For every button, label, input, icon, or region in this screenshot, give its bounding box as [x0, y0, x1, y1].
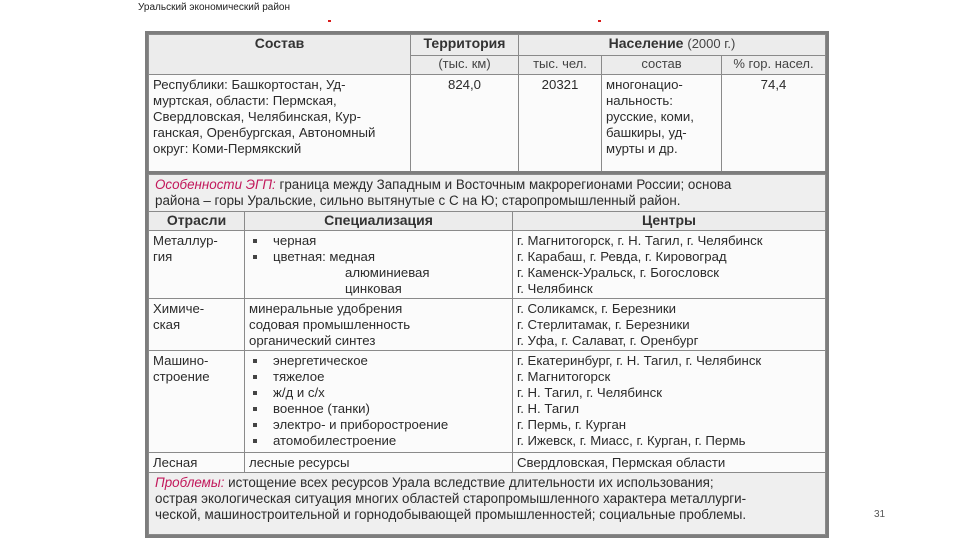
- header-territory: Территория: [411, 35, 519, 56]
- cell-urban-share: 74,4: [722, 75, 826, 188]
- spec-line: органический синтез: [249, 333, 376, 348]
- problems-text-line: ческой, машиностроительной и горнодобывающей промышленностей; социальные проблемы.: [155, 507, 747, 522]
- industry-chemical: [149, 299, 245, 351]
- centers-chemical: [513, 299, 826, 351]
- industry-machine-building: [149, 351, 245, 453]
- problems-text-line: истощение всех ресурсов Урала вследствие длительности их использования;: [224, 475, 714, 490]
- composition-line: ганская, Оренбургская, Автономный: [153, 125, 376, 140]
- header-urban-share: % гор. насел.: [722, 56, 826, 75]
- ethnic-line: нальность:: [606, 93, 673, 108]
- spec-item: цветная: медная: [249, 249, 508, 265]
- ethnic-line: многонацио-: [606, 77, 683, 92]
- red-mark-left: [328, 20, 331, 22]
- header-thousand-people: тыс. чел.: [519, 56, 602, 75]
- spec-forestry: [245, 453, 513, 473]
- spec-item: тяжелое: [249, 369, 508, 385]
- composition-line: муртская, области: Пермская,: [153, 93, 337, 108]
- spec-item: атомобилестроение: [249, 433, 508, 449]
- document-title: Уральский экономический район: [138, 2, 290, 13]
- red-mark-right: [598, 20, 601, 22]
- spec-subitem: алюминиевая: [345, 265, 430, 280]
- center-line: г. Екатеринбург, г. Н. Тагил, г. Челябинск: [517, 353, 762, 368]
- header-population: [519, 35, 826, 56]
- cell-territory: 824,0: [411, 75, 519, 188]
- industry-line: ская: [153, 317, 181, 332]
- composition-line: округ: Коми-Пермякский: [153, 141, 302, 156]
- ethnic-line: русские, коми,: [606, 109, 694, 124]
- spec-list: [249, 353, 508, 449]
- industry-forestry: [149, 453, 245, 473]
- center-line: г. Стерлитамак, г. Березники: [517, 317, 690, 332]
- center-line: г. Ижевск, г. Миасс, г. Курган, г. Пермь: [517, 433, 746, 448]
- composition-table-box: [145, 31, 829, 191]
- center-line: г. Соликамск, г. Березники: [517, 301, 677, 316]
- header-territory-unit: (тыс. км): [411, 56, 519, 75]
- industry-line: Металлур-: [153, 233, 218, 248]
- industry-line: Лесная: [153, 455, 198, 470]
- industry-line: гия: [153, 249, 173, 264]
- header-industries: Отрасли: [149, 212, 245, 231]
- centers-forestry: [513, 453, 826, 473]
- spec-subitem: цинковая: [345, 281, 402, 296]
- spec-machine-building: [245, 351, 513, 453]
- composition-line: Свердловская, Челябинская, Кур-: [153, 109, 361, 124]
- egp-text-line: граница между Западным и Восточным макрорегионами России; основа: [275, 177, 732, 192]
- center-line: г. Уфа, г. Салават, г. Оренбург: [517, 333, 699, 348]
- spec-line: лесные ресурсы: [249, 455, 350, 470]
- composition-table: [148, 34, 826, 188]
- centers-machine-building: [513, 351, 826, 453]
- spec-item: военное (танки): [249, 401, 508, 417]
- header-specialization: Специализация: [245, 212, 513, 231]
- spec-item: ж/д и с/х: [249, 385, 508, 401]
- egp-text-line: района – горы Уральские, сильно вытянутые с С на Ю; старопромышленный район.: [155, 193, 681, 208]
- egp-label: Особенности ЭГП:: [155, 177, 276, 192]
- center-line: Свердловская, Пермская области: [517, 455, 726, 470]
- specialization-table: [148, 174, 826, 535]
- center-line: г. Карабаш, г. Ревда, г. Кировоград: [517, 249, 727, 264]
- center-line: г. Магнитогорск: [517, 369, 611, 384]
- header-population-label: Население: [608, 35, 684, 51]
- industry-line: строение: [153, 369, 210, 384]
- ethnic-line: башкиры, уд-: [606, 125, 687, 140]
- spec-item: электро- и приборостроение: [249, 417, 508, 433]
- center-line: г. Н. Тагил: [517, 401, 580, 416]
- problems-label: Проблемы:: [155, 475, 225, 490]
- spec-chemical: [245, 299, 513, 351]
- industry-metallurgy: [149, 231, 245, 299]
- composition-line: Республики: Башкортостан, Уд-: [153, 77, 346, 92]
- spec-metallurgy: [245, 231, 513, 299]
- center-line: г. Пермь, г. Курган: [517, 417, 627, 432]
- problems-text-line: острая экологическая ситуация многих областей старопромышленного характера металлурги-: [155, 491, 747, 506]
- header-population-year: (2000 г.): [687, 36, 736, 51]
- ethnic-line: мурты и др.: [606, 141, 678, 156]
- centers-metallurgy: [513, 231, 826, 299]
- center-line: г. Магнитогорск, г. Н. Тагил, г. Челябинск: [517, 233, 763, 248]
- spec-list: [249, 233, 508, 265]
- spec-item: черная: [249, 233, 508, 249]
- spec-line: содовая промышленность: [249, 317, 411, 332]
- industry-line: Химиче-: [153, 301, 205, 316]
- spec-item: энергетическое: [249, 353, 508, 369]
- header-centers: Центры: [513, 212, 826, 231]
- cell-population: 20321: [519, 75, 602, 188]
- center-line: г. Н. Тагил, г. Челябинск: [517, 385, 662, 400]
- header-composition: Состав: [149, 35, 411, 75]
- industry-line: Машино-: [153, 353, 209, 368]
- header-ethnic-composition: состав: [602, 56, 722, 75]
- page-number: 31: [874, 509, 886, 520]
- problems: [149, 473, 826, 535]
- center-line: г. Челябинск: [517, 281, 593, 296]
- center-line: г. Каменск-Уральск, г. Богословск: [517, 265, 720, 280]
- specialization-table-box: [145, 171, 829, 538]
- spec-line: минеральные удобрения: [249, 301, 403, 316]
- egp-features: [149, 175, 826, 212]
